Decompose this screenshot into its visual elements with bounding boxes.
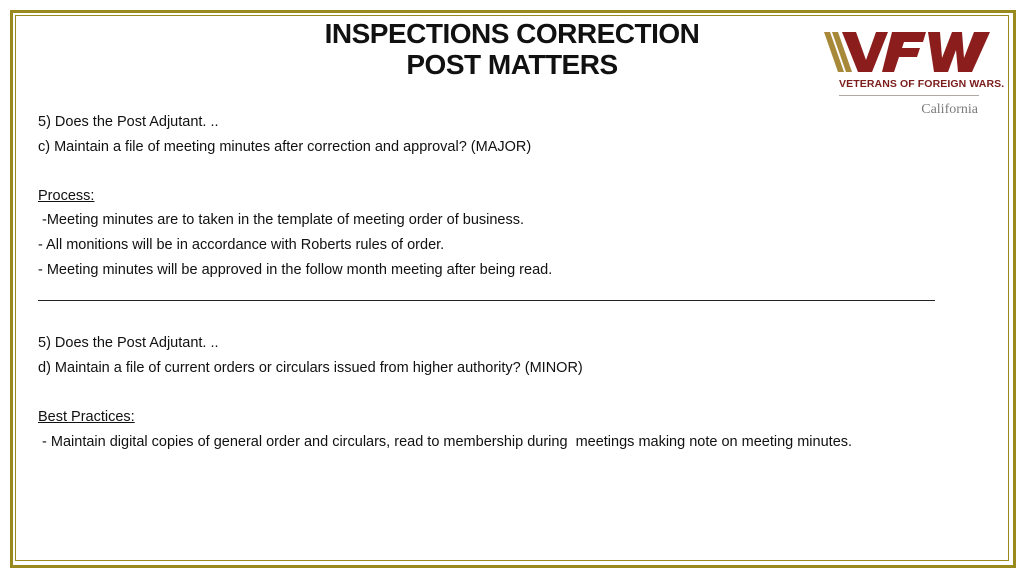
process-heading: Process: [38, 187, 95, 204]
spacer [38, 307, 978, 332]
process-point: -Meeting minutes are to taken in the template of meeting order of business. [38, 212, 525, 229]
section-divider [38, 282, 978, 307]
slide-body [38, 110, 978, 454]
process-point: - All monitions will be in accordance with Roberts rules of order. [38, 236, 445, 253]
logo-tagline: VETERANS OF FOREIGN WARS. [839, 78, 1005, 90]
section2-item: d) Maintain a file of current orders or circulars issued from higher authority? (MINOR) [38, 359, 583, 376]
logo-divider [839, 95, 979, 96]
vfw-logo [822, 28, 1005, 120]
spacer [38, 381, 978, 406]
section2-question: 5) Does the Post Adjutant. .. [38, 335, 219, 352]
title-line-1: INSPECTIONS CORRECTION [324, 18, 700, 49]
best-practice-point: - Maintain digital copies of general order and circulars, read to membership during meetings making note on meeting minutes. [38, 433, 853, 450]
best-practices-heading: Best Practices: [38, 409, 135, 426]
slide-title [262, 18, 762, 80]
section1-question: 5) Does the Post Adjutant. .. [38, 114, 219, 130]
process-point: - Meeting minutes will be approved in the follow month meeting after being read. [38, 261, 553, 278]
vfw-wordmark-graphic [822, 28, 994, 78]
spacer [38, 159, 978, 184]
logo-state: California [921, 102, 978, 117]
title-line-2: POST MATTERS [406, 49, 618, 80]
section1-item: c) Maintain a file of meeting minutes after correction and approval? (MAJOR) [38, 138, 532, 155]
